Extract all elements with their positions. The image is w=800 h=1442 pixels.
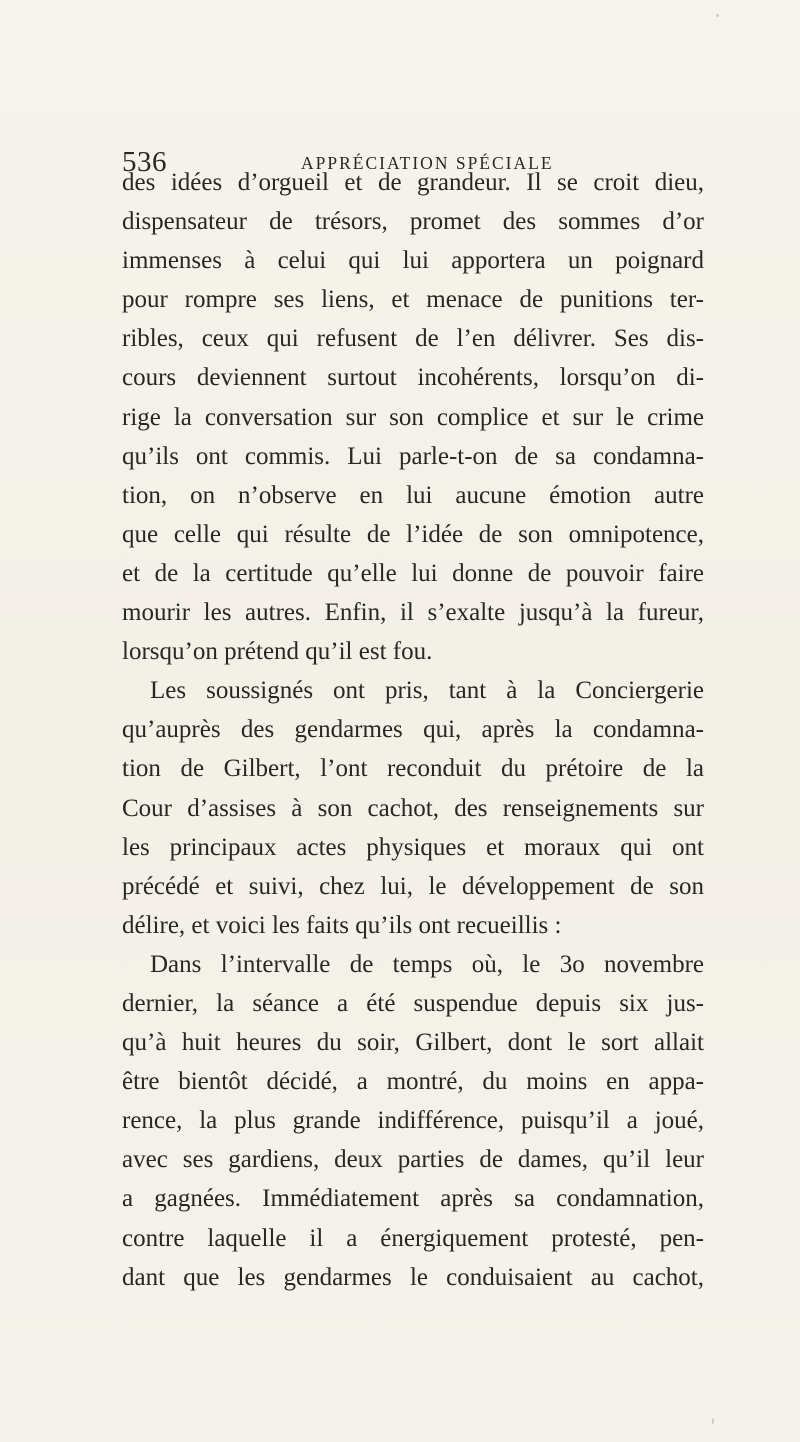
text-line: les principaux actes physiques et moraux qui ont	[122, 833, 704, 861]
text-line: dant que les gendarmes le conduisaient au cachot,	[122, 1263, 704, 1291]
text-line: délire, et voici les faits qu’ils ont recueillis :	[122, 911, 562, 939]
text-line: rige la conversation sur son complice et sur le crime	[122, 403, 704, 431]
text-line: dispensateur de trésors, promet des sommes d’or	[122, 208, 704, 236]
text-line: immenses à celui qui lui apportera un poignard	[122, 247, 704, 275]
text-line: qu’ils ont commis. Lui parle-t-on de sa condamna-	[122, 442, 704, 470]
text-line: ribles, ceux qui refusent de l’en délivrer. Ses dis-	[122, 325, 704, 353]
text-line: Cour d’assises à son cachot, des renseignements sur	[122, 794, 704, 822]
page-number: 536	[122, 146, 167, 178]
text-line: être bientôt décidé, a montré, du moins en appa-	[122, 1068, 704, 1096]
text-line: cours deviennent surtout incohérents, lorsqu’on di-	[122, 364, 704, 392]
text-line: contre laquelle il a énergiquement protesté, pen-	[122, 1224, 704, 1252]
text-line: qu’à huit heures du soir, Gilbert, dont le sort allait	[122, 1029, 704, 1057]
text-line: tion de Gilbert, l’ont reconduit du prétoire de la	[122, 755, 704, 783]
paragraph-first-line: Les soussignés ont pris, tant à la Conciergerie	[150, 677, 704, 705]
text-line: des idées d’orgueil et de grandeur. Il se croit dieu,	[122, 169, 704, 196]
text-line: qu’auprès des gendarmes qui, après la condamna-	[122, 716, 704, 744]
text-line: tion, on n’observe en lui aucune émotion autre	[122, 481, 704, 509]
paper-speck	[712, 1418, 714, 1424]
text-line: mourir les autres. Enfin, il s’exalte jusqu’à la fureur,	[122, 599, 704, 627]
text-line: précédé et suivi, chez lui, le développement de son	[122, 872, 704, 900]
text-line: lorsqu’on prétend qu’il est fou.	[122, 638, 433, 666]
text-line: rence, la plus grande indifférence, puisqu’il a joué,	[122, 1107, 704, 1135]
running-head: APPRÉCIATION SPÉCIALE	[301, 153, 554, 173]
text-line: et de la certitude qu’elle lui donne de pouvoir faire	[122, 559, 704, 587]
text-line: a gagnées. Immédiatement après sa condamnation,	[122, 1185, 704, 1213]
text-line: dernier, la séance a été suspendue depuis six jus-	[122, 989, 704, 1017]
paper-speck	[716, 14, 719, 17]
text-line: que celle qui résulte de l’idée de son omnipotence,	[122, 520, 704, 548]
text-line: pour rompre ses liens, et menace de punitions ter-	[122, 286, 704, 314]
paragraph-first-line: Dans l’intervalle de temps où, le 3o novembre	[150, 950, 704, 978]
body-text	[122, 163, 704, 1297]
text-line: avec ses gardiens, deux parties de dames, qu’il leur	[122, 1146, 704, 1174]
